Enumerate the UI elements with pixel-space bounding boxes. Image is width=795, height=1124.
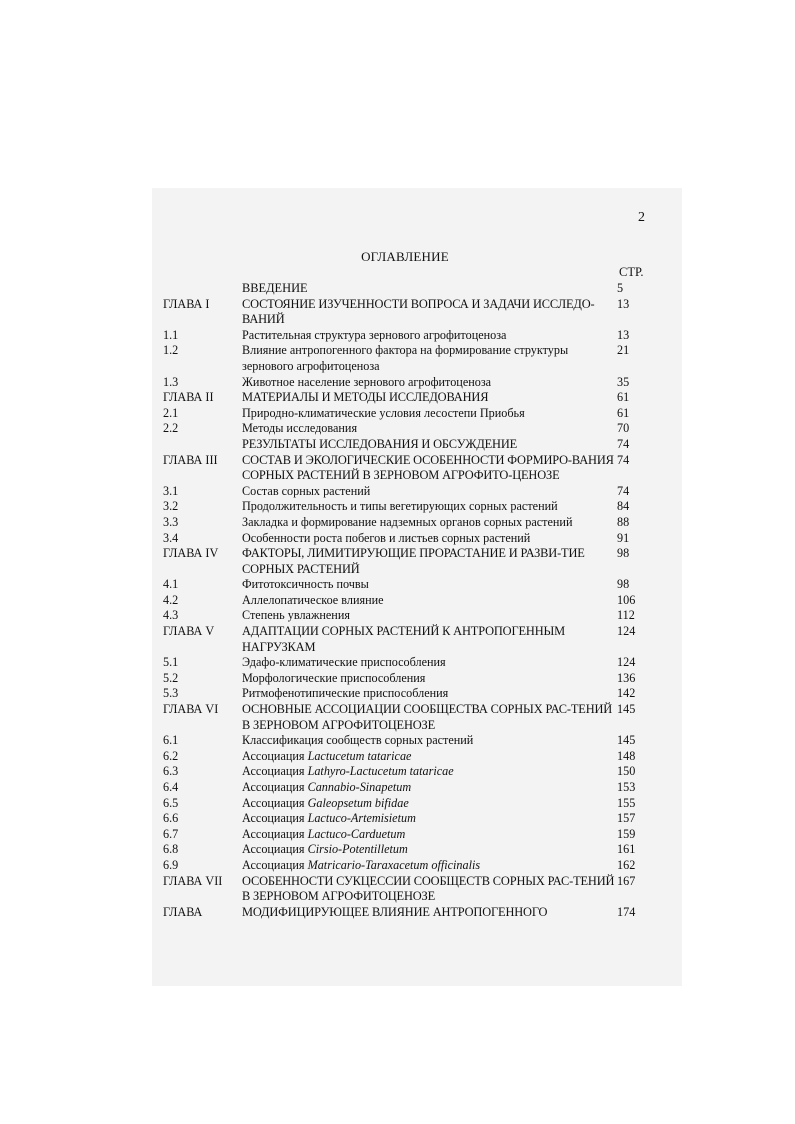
toc-row-number: 6.2 bbox=[163, 748, 179, 763]
toc-row-number: 6.3 bbox=[163, 764, 179, 779]
toc-row-title: МАТЕРИАЛЫ И МЕТОДЫ ИССЛЕДОВАНИЯ bbox=[242, 390, 489, 405]
toc-row-title: Морфологические приспособления bbox=[242, 670, 426, 685]
toc-row-title: СОСТОЯНИЕ ИЗУЧЕННОСТИ ВОПРОСА И ЗАДАЧИ ИССЛЕДО-ВАНИЙ bbox=[242, 296, 595, 327]
toc-row-title: СОСТАВ И ЭКОЛОГИЧЕСКИЕ ОСОБЕННОСТИ ФОРМИРО-ВАНИЯ СОРНЫХ РАСТЕНИЙ В ЗЕРНОВОМ АГРОФИТО-ЦЕНОЗЕ bbox=[242, 452, 614, 483]
toc-row-title: Особенности роста побегов и листьев сорных растений bbox=[242, 530, 531, 545]
toc-row-page: 91 bbox=[617, 530, 630, 545]
toc-row-number: 6.5 bbox=[163, 795, 179, 810]
page-number: 2 bbox=[638, 210, 645, 225]
toc-row-page: 61 bbox=[617, 390, 630, 405]
association-label: Ассоциация bbox=[242, 811, 305, 826]
toc-row bbox=[163, 827, 653, 843]
toc-row bbox=[163, 484, 653, 500]
association-label: Ассоциация bbox=[242, 780, 305, 794]
toc-row-title: Эдафо-климатические приспособления bbox=[242, 655, 446, 670]
toc-row bbox=[163, 437, 653, 453]
association-label: Ассоциация bbox=[242, 748, 305, 763]
toc-row bbox=[163, 655, 653, 671]
toc-row-page: 155 bbox=[617, 795, 636, 810]
toc-row bbox=[163, 796, 653, 812]
toc-row-page: 74 bbox=[617, 452, 630, 467]
toc-row bbox=[163, 453, 653, 484]
toc-row-number: 3.2 bbox=[163, 499, 179, 514]
toc-row bbox=[163, 390, 653, 406]
toc-row-number: ГЛАВА IV bbox=[163, 546, 219, 561]
toc-row-title: Природно-климатические условия лесостепи Приобья bbox=[242, 405, 525, 420]
association-latin-name: Lathyro-Lactucetum tataricae bbox=[307, 764, 454, 779]
toc-row-number: ГЛАВА III bbox=[163, 452, 218, 467]
toc-row bbox=[163, 577, 653, 593]
toc-row-title: Ритмофенотипические приспособления bbox=[242, 686, 449, 701]
toc-row-title: ВВЕДЕНИЕ bbox=[242, 281, 308, 295]
toc-row bbox=[163, 297, 653, 328]
toc-row-title bbox=[242, 827, 617, 843]
association-latin-name: Lactuco-Artemisietum bbox=[307, 811, 416, 826]
toc-row-number: 4.3 bbox=[163, 608, 179, 623]
toc-row bbox=[163, 624, 653, 655]
toc-row-page: 145 bbox=[617, 733, 636, 748]
table-of-contents bbox=[163, 281, 653, 920]
toc-row-number: 6.8 bbox=[163, 842, 179, 857]
toc-row bbox=[163, 406, 653, 422]
toc-row-title bbox=[242, 764, 617, 780]
toc-row-title bbox=[242, 780, 617, 796]
toc-row-title: Степень увлажнения bbox=[242, 608, 350, 623]
toc-row-page: 157 bbox=[617, 811, 636, 826]
toc-row-number: 3.1 bbox=[163, 483, 179, 498]
toc-row-number: 1.3 bbox=[163, 374, 179, 389]
toc-row-page: 124 bbox=[617, 655, 636, 670]
toc-row-title: МОДИФИЦИРУЮЩЕЕ ВЛИЯНИЕ АНТРОПОГЕННОГО bbox=[242, 904, 548, 919]
association-label: Ассоциация bbox=[242, 795, 305, 810]
toc-row-title: Животное население зернового агрофитоценоза bbox=[242, 374, 492, 389]
toc-row-number: 3.3 bbox=[163, 514, 179, 529]
toc-row-number: ГЛАВА bbox=[163, 904, 203, 919]
toc-row-title: Аллелопатическое влияние bbox=[242, 592, 384, 607]
toc-row bbox=[163, 780, 653, 796]
toc-row-page: 136 bbox=[617, 670, 636, 685]
toc-row-number: 2.2 bbox=[163, 421, 179, 436]
toc-row bbox=[163, 671, 653, 687]
toc-row-page: 174 bbox=[617, 904, 636, 919]
association-label: Ассоциация bbox=[242, 764, 305, 779]
toc-row-number: 3.4 bbox=[163, 530, 179, 545]
toc-row-page: 153 bbox=[617, 780, 636, 794]
toc-row-title: Методы исследования bbox=[242, 421, 358, 436]
association-latin-name: Cirsio-Potentilletum bbox=[307, 842, 408, 857]
toc-row-title: РЕЗУЛЬТАТЫ ИССЛЕДОВАНИЯ И ОБСУЖДЕНИЕ bbox=[242, 436, 518, 451]
toc-row-page: 150 bbox=[617, 764, 636, 779]
toc-row-title: Влияние антропогенного фактора на формирование структуры зернового агрофитоценоза bbox=[242, 343, 569, 373]
toc-row-page: 88 bbox=[617, 514, 630, 529]
association-latin-name: Cannabio-Sinapetum bbox=[307, 780, 412, 794]
toc-row bbox=[163, 375, 653, 391]
toc-row bbox=[163, 546, 653, 577]
toc-row-page: 98 bbox=[617, 546, 630, 561]
toc-row-title: Закладка и формирование надземных органов сорных растений bbox=[242, 514, 573, 529]
toc-row-number: 6.1 bbox=[163, 733, 179, 748]
toc-row bbox=[163, 686, 653, 702]
toc-row-page: 106 bbox=[617, 592, 636, 607]
toc-row-page: 159 bbox=[617, 826, 636, 841]
toc-row bbox=[163, 421, 653, 437]
toc-row-page: 13 bbox=[617, 327, 630, 342]
toc-row-title: Продолжительность и типы вегетирующих сорных растений bbox=[242, 499, 558, 514]
toc-row-title: ФАКТОРЫ, ЛИМИТИРУЮЩИЕ ПРОРАСТАНИЕ И РАЗВИ-ТИЕ СОРНЫХ РАСТЕНИЙ bbox=[242, 546, 585, 576]
toc-row-page: 61 bbox=[617, 405, 630, 420]
association-latin-name: Lactuco-Carduetum bbox=[307, 826, 406, 841]
toc-row-page: 98 bbox=[617, 577, 630, 592]
toc-row-number: ГЛАВА VII bbox=[163, 873, 223, 888]
association-label: Ассоциация bbox=[242, 857, 305, 872]
toc-row bbox=[163, 531, 653, 547]
toc-row-title: ОСОБЕННОСТИ СУКЦЕССИИ СООБЩЕСТВ СОРНЫХ РАС-ТЕНИЙ В ЗЕРНОВОМ АГРОФИТОЦЕНОЗЕ bbox=[242, 873, 615, 904]
toc-row bbox=[163, 593, 653, 609]
association-latin-name: Lactucetum tataricae bbox=[307, 748, 412, 763]
toc-row-page: 5 bbox=[617, 281, 624, 295]
toc-row-number: 6.9 bbox=[163, 857, 179, 872]
toc-row-number: 2.1 bbox=[163, 405, 179, 420]
toc-row-number: 6.4 bbox=[163, 780, 179, 794]
toc-row bbox=[163, 858, 653, 874]
association-latin-name: Galeopsetum bifidae bbox=[307, 795, 409, 810]
toc-row bbox=[163, 842, 653, 858]
toc-row-number: ГЛАВА II bbox=[163, 390, 214, 405]
toc-row-title: Фитотоксичность почвы bbox=[242, 577, 369, 592]
toc-row bbox=[163, 608, 653, 624]
toc-row bbox=[163, 874, 653, 905]
toc-row-page: 70 bbox=[617, 421, 630, 436]
toc-row-title bbox=[242, 749, 617, 765]
toc-row-title bbox=[242, 858, 617, 874]
toc-row-page: 84 bbox=[617, 499, 630, 514]
toc-row-page: 13 bbox=[617, 296, 630, 311]
toc-row-page: 148 bbox=[617, 748, 636, 763]
toc-row-page: 162 bbox=[617, 857, 636, 872]
toc-row-title: Растительная структура зернового агрофитоценоза bbox=[242, 327, 507, 342]
toc-row bbox=[163, 764, 653, 780]
toc-row-number: 5.2 bbox=[163, 670, 179, 685]
toc-row-number: 4.1 bbox=[163, 577, 179, 592]
association-latin-name: Matricario-Taraxacetum officinalis bbox=[307, 857, 481, 872]
toc-row-page: 112 bbox=[617, 608, 635, 623]
toc-row-page: 21 bbox=[617, 343, 630, 358]
toc-row bbox=[163, 499, 653, 515]
toc-row bbox=[163, 733, 653, 749]
toc-row-title: ОСНОВНЫЕ АССОЦИАЦИИ СООБЩЕСТВА СОРНЫХ РАС-ТЕНИЙ В ЗЕРНОВОМ АГРОФИТОЦЕНОЗЕ bbox=[242, 702, 613, 732]
toc-row-page: 74 bbox=[617, 436, 630, 451]
toc-row-page: 35 bbox=[617, 374, 630, 389]
toc-row bbox=[163, 281, 653, 297]
toc-row bbox=[163, 811, 653, 827]
toc-row-title bbox=[242, 842, 617, 858]
toc-title: ОГЛАВЛЕНИЕ bbox=[361, 249, 449, 264]
toc-row-page: 142 bbox=[617, 686, 636, 701]
toc-row-number: 6.6 bbox=[163, 811, 179, 826]
toc-row-page: 167 bbox=[617, 873, 636, 888]
toc-row-number: 1.2 bbox=[163, 343, 179, 358]
toc-row-number: ГЛАВА I bbox=[163, 296, 210, 311]
toc-row-number: 6.7 bbox=[163, 826, 179, 841]
page-column-header: СТР. bbox=[619, 265, 644, 279]
toc-row-page: 124 bbox=[617, 624, 636, 639]
toc-row bbox=[163, 343, 653, 374]
toc-row bbox=[163, 702, 653, 733]
toc-row-number: 1.1 bbox=[163, 327, 179, 342]
toc-row-title bbox=[242, 796, 617, 812]
toc-row-title: Состав сорных растений bbox=[242, 483, 371, 498]
toc-row-number: 4.2 bbox=[163, 592, 179, 607]
toc-row-page: 161 bbox=[617, 842, 636, 857]
toc-row-page: 74 bbox=[617, 483, 630, 498]
toc-row bbox=[163, 749, 653, 765]
toc-row bbox=[163, 905, 653, 921]
toc-row bbox=[163, 515, 653, 531]
association-label: Ассоциация bbox=[242, 826, 305, 841]
toc-row-page: 145 bbox=[617, 702, 636, 717]
toc-row-number: 5.3 bbox=[163, 686, 179, 701]
toc-row-title bbox=[242, 811, 617, 827]
toc-row-number: ГЛАВА VI bbox=[163, 702, 219, 717]
toc-row-title: АДАПТАЦИИ СОРНЫХ РАСТЕНИЙ К АНТРОПОГЕННЫМ НАГРУЗКАМ bbox=[242, 624, 566, 654]
toc-row-number: ГЛАВА V bbox=[163, 624, 215, 639]
toc-row-title: Классификация сообществ сорных растений bbox=[242, 733, 474, 748]
toc-row-number: 5.1 bbox=[163, 655, 179, 670]
toc-row bbox=[163, 328, 653, 344]
association-label: Ассоциация bbox=[242, 842, 305, 857]
